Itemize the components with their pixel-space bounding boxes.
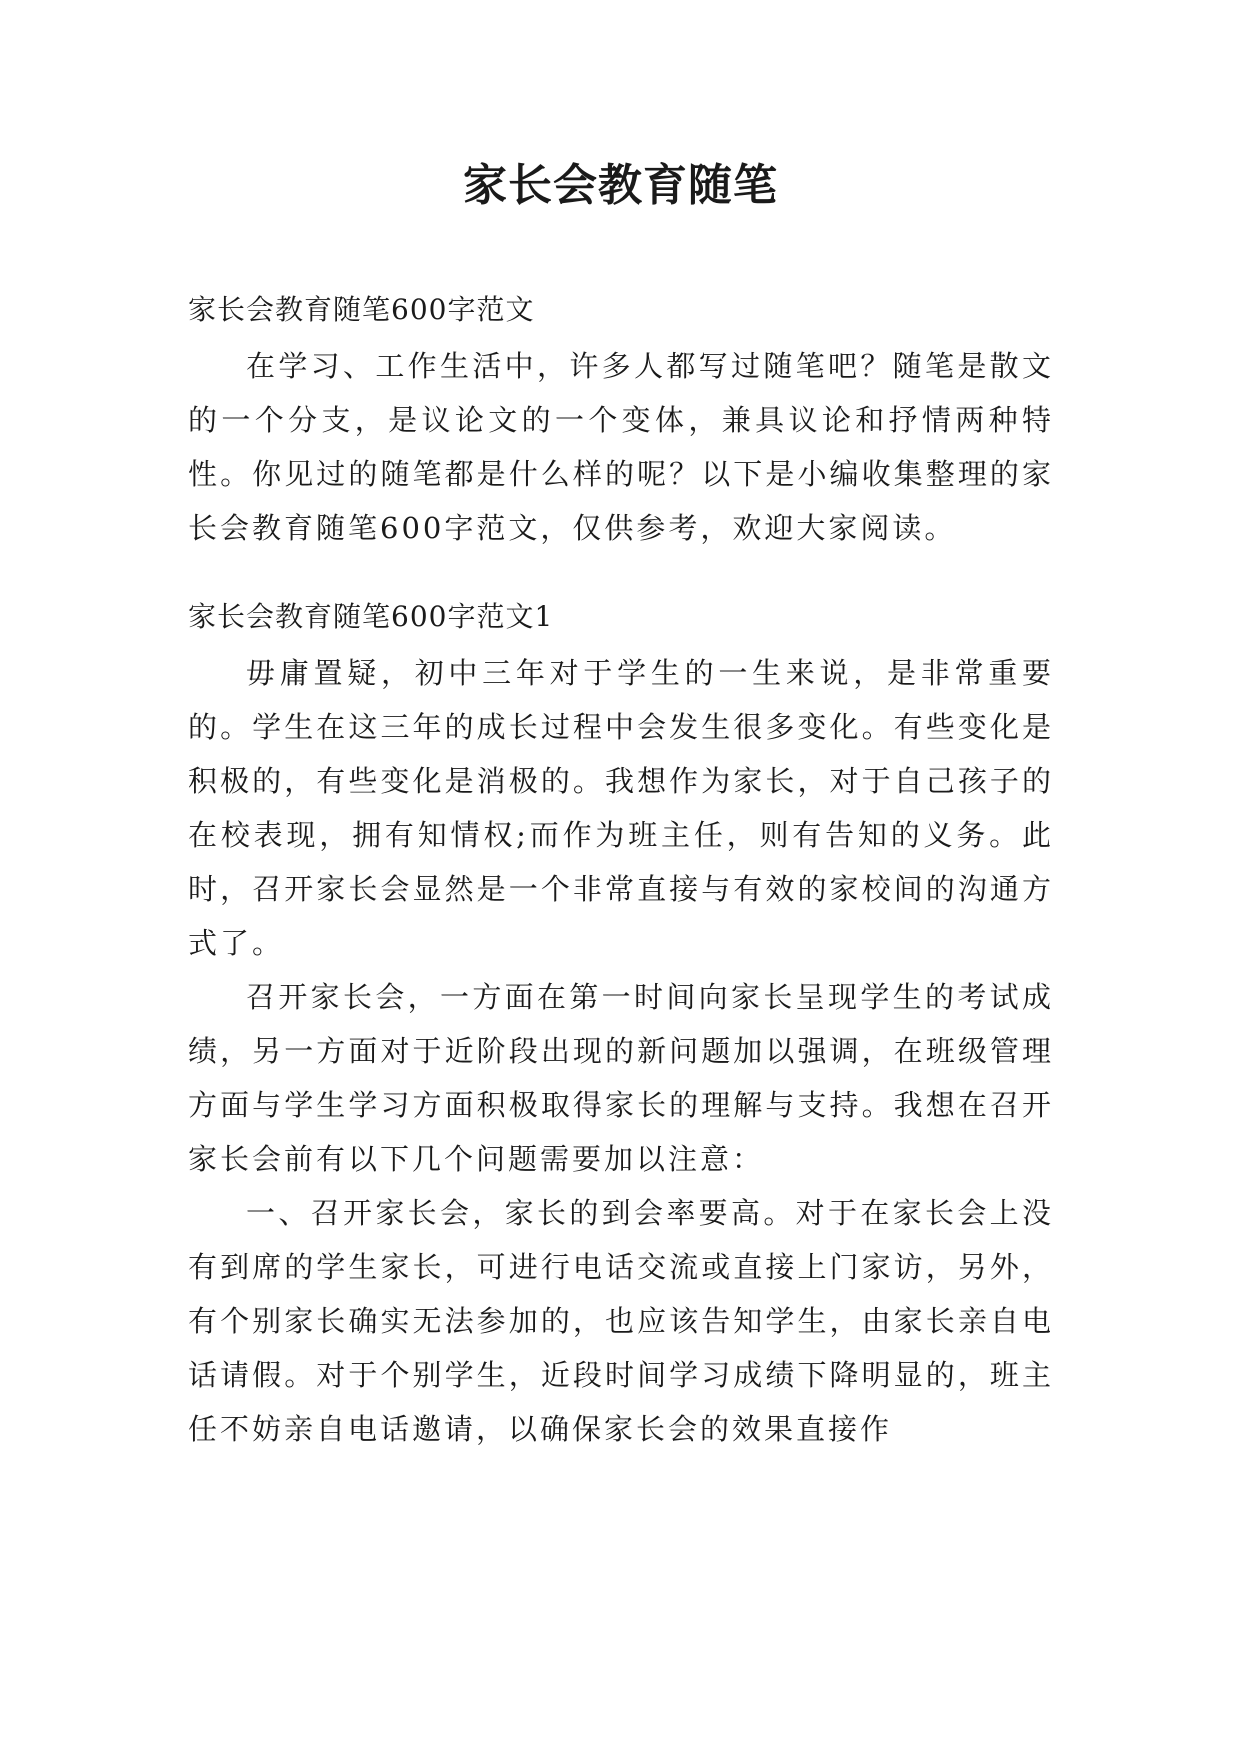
body-paragraph: 召开家长会，一方面在第一时间向家长呈现学生的考试成绩，另一方面对于近阶段出现的新问题加以强调，在班级管理方面与学生学习方面积极取得家长的理解与支持。我想在召开家长会前有以下几个问题需要加以注意：: [188, 980, 1054, 1176]
essay-1-section: [188, 597, 1054, 1456]
body-paragraph: 一、召开家长会，家长的到会率要高。对于在家长会上没有到席的学生家长，可进行电话交流或直接上门家访，另外，有个别家长确实无法参加的，也应该告知学生，由家长亲自电话请假。对于个别学生，近段时间学习成绩下降明显的，班主任不妨亲自电话邀请，以确保家长会的效果直接作: [188, 1196, 1054, 1446]
body-paragraph: 毋庸置疑，初中三年对于学生的一生来说，是非常重要的。学生在这三年的成长过程中会发生很多变化。有些变化是积极的，有些变化是消极的。我想作为家长，对于自己孩子的在校表现，拥有知情权;而作为班主任，则有告知的义务。此时，召开家长会显然是一个非常直接与有效的家校间的沟通方式了。: [188, 656, 1054, 960]
intro-section: [188, 290, 1054, 555]
document-title: 家长会教育随笔: [463, 160, 778, 211]
document-body: [188, 290, 1054, 1456]
section-heading: 家长会教育随笔600字范文1: [188, 600, 554, 633]
section-heading: 家长会教育随笔600字范文: [188, 293, 535, 326]
intro-paragraph: 在学习、工作生活中，许多人都写过随笔吧？随笔是散文的一个分支，是议论文的一个变体，兼具议论和抒情两种特性。你见过的随笔都是什么样的呢？以下是小编收集整理的家长会教育随笔600字范文，仅供参考，欢迎大家阅读。: [188, 349, 1054, 545]
